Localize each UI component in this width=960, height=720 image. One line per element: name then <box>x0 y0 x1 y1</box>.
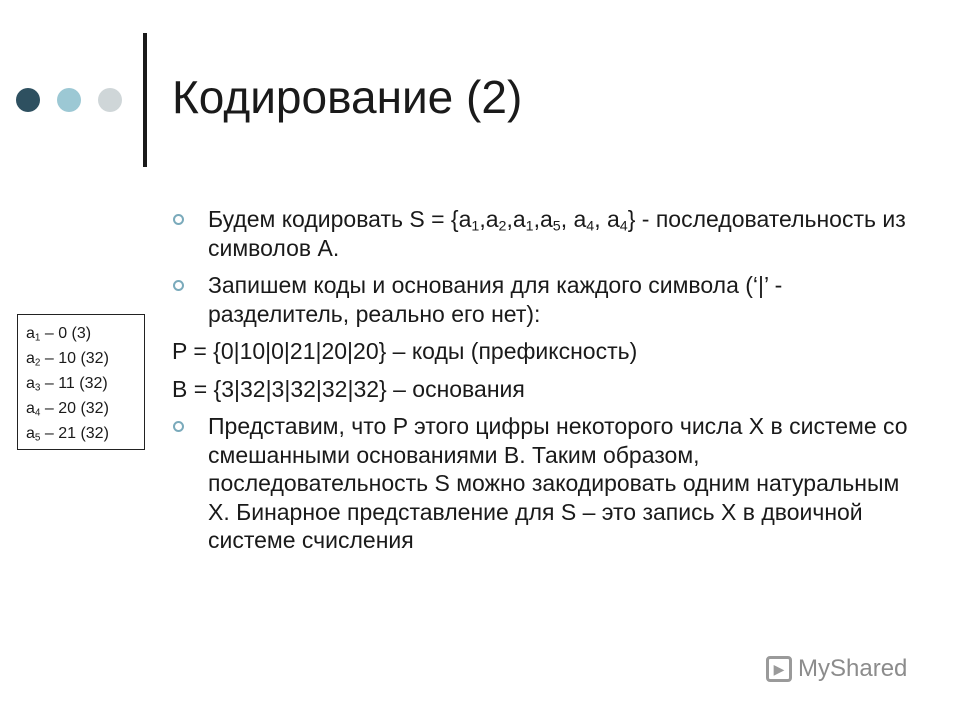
slide-title: Кодирование (2) <box>172 71 523 123</box>
bullet-ring-icon <box>173 280 184 291</box>
legend-row: $a_2 - 10$ (32) <box>26 350 109 369</box>
legend-row: $a_1 - 0$ (3) <box>26 325 92 344</box>
logo-icon: ▶ <box>766 656 792 682</box>
legend-row: $a_4 - 20$ (32) <box>26 400 109 419</box>
bullet-ring-icon <box>173 214 184 225</box>
legend-row: $a_3 - 11$ (32) <box>26 375 108 394</box>
bullet-item <box>172 412 912 555</box>
bullet-text: Представим, что P этого цифры некоторого числа X в системе со смешанными основаниями B. Таким образом, последовательность S можно закодировать одним натуральным X. Бинарное представление для S – это запись X в двоичной системе счисления <box>208 413 908 553</box>
watermark-text: MyShared <box>798 655 908 682</box>
codes-line: P = {0|10|0|21|20|20} – коды (префиксность) <box>172 338 638 364</box>
bullet-text: Будем кодировать $S = \{a_1,a_2,a_1,a_5$, $a_4$, $a_4$} - последовательность из символов A. <box>208 206 906 261</box>
legend-row: $a_5 - 21$ (32) <box>26 425 109 444</box>
bases-line: B = {3|32|3|32|32|32} – основания <box>172 375 525 402</box>
slide-body <box>172 205 912 564</box>
bullet-text: Запишем коды и основания для каждого символа (‘|’ - разделитель, реально его нет): <box>208 272 783 327</box>
bullet-ring-icon <box>173 421 184 432</box>
bullet-item <box>172 205 912 262</box>
watermark <box>766 655 907 683</box>
title-divider <box>143 33 147 167</box>
code-legend-box <box>17 314 145 450</box>
accent-dot-light <box>57 88 81 112</box>
accent-dot-grey <box>98 88 122 112</box>
accent-dot-dark <box>16 88 40 112</box>
bullet-item <box>172 271 912 328</box>
